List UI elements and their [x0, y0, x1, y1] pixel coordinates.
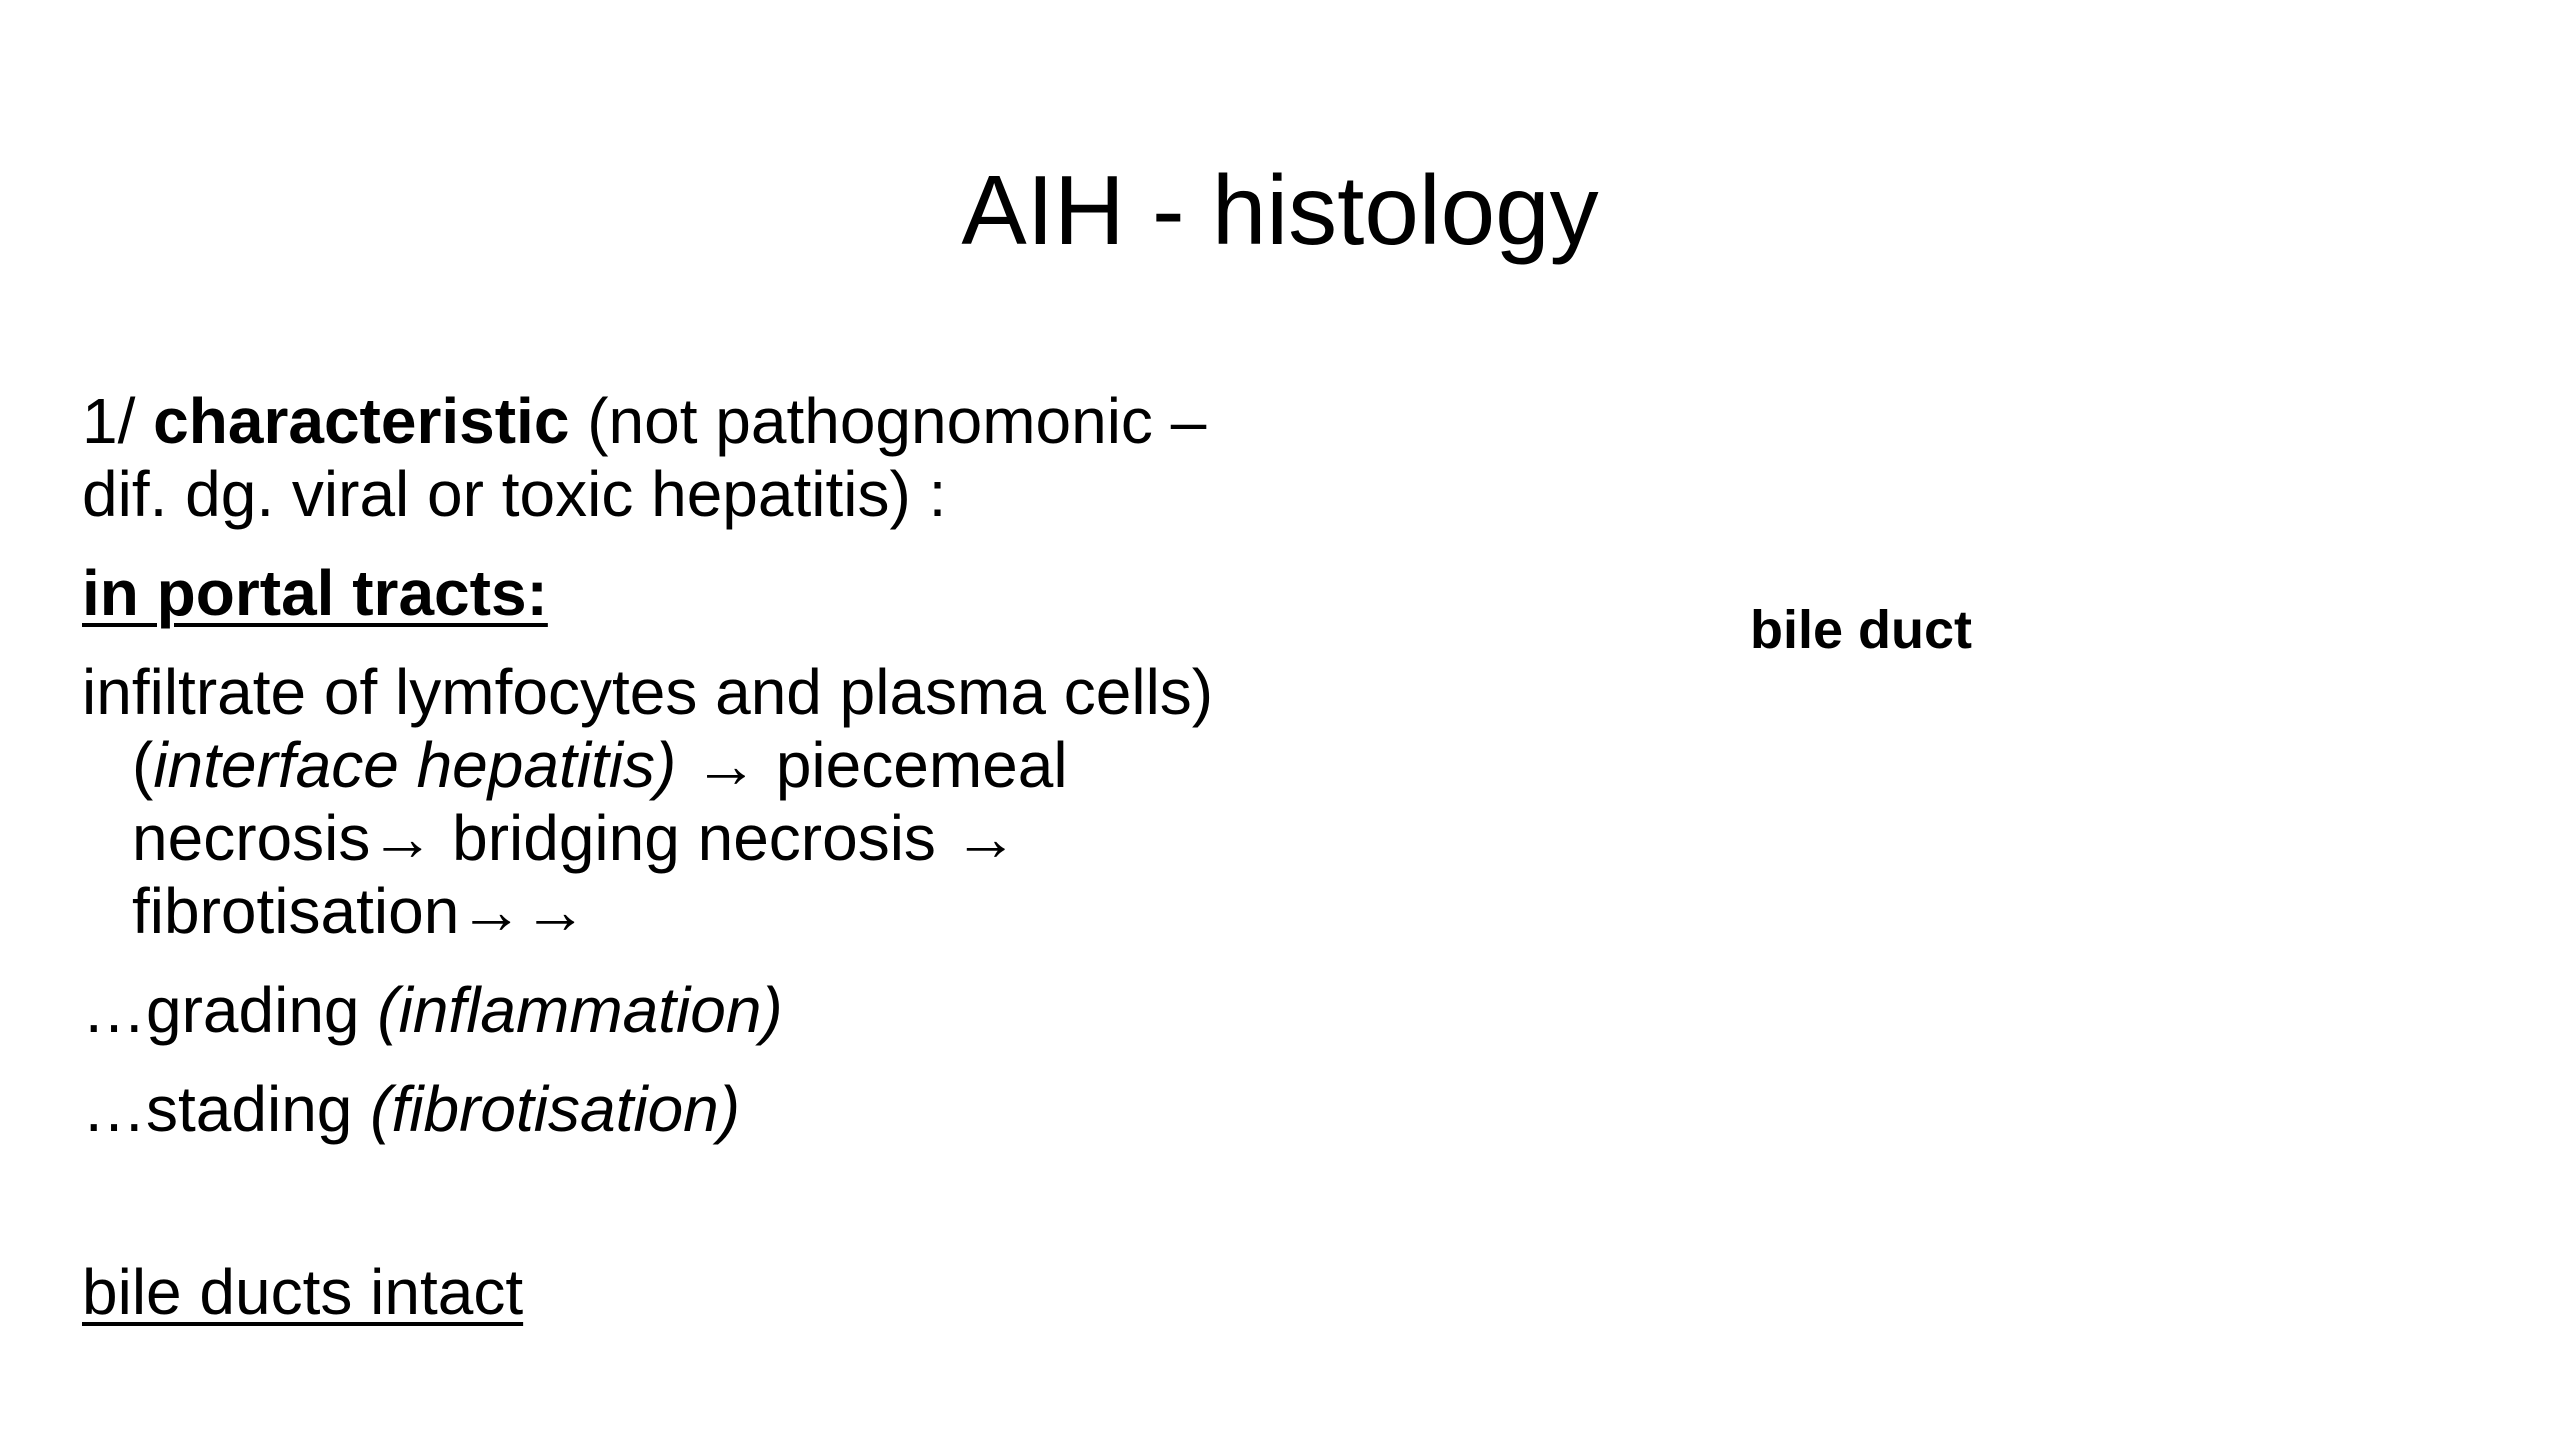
bile-duct-label: bile duct — [1750, 600, 1973, 660]
infiltrate-line: infiltrate of lymfocytes and plasma cells) — [82, 656, 1214, 728]
characteristic-paragraph — [82, 385, 1442, 531]
portal-tracts-heading — [82, 557, 1442, 630]
grading-paragraph — [82, 974, 1442, 1047]
fibrotisation-line: fibrotisation→→ — [132, 875, 588, 947]
characteristic-prefix: 1/ — [82, 385, 154, 457]
characteristic-note: (not pathognomonic – — [569, 385, 1207, 457]
interface-hepatitis-term: interface hepatitis) — [153, 729, 677, 801]
grading-note: (inflammation) — [377, 974, 783, 1046]
grading-prefix: …grading — [82, 974, 378, 1046]
interface-hepatitis-line — [82, 729, 1068, 801]
piecemeal-text: → piecemeal — [676, 729, 1068, 801]
necrosis-line: necrosis→ bridging necrosis → — [132, 802, 1018, 874]
portal-tracts-heading-text: in portal tracts: — [82, 557, 548, 629]
bile-ducts-intact-text: bile ducts intact — [82, 1256, 524, 1328]
differential-diagnosis-line: dif. dg. viral or toxic hepatitis) : — [82, 458, 947, 530]
slide-body — [82, 385, 1442, 1329]
slide-title: AIH - histology — [961, 155, 1599, 265]
staging-prefix: …stading — [82, 1073, 371, 1145]
interface-open-paren: ( — [132, 729, 154, 801]
bile-ducts-paragraph — [82, 1256, 1442, 1329]
staging-note: (fibrotisation) — [370, 1073, 741, 1145]
characteristic-term: characteristic — [153, 385, 570, 457]
infiltrate-paragraph — [82, 656, 1442, 948]
staging-paragraph — [82, 1073, 1442, 1146]
